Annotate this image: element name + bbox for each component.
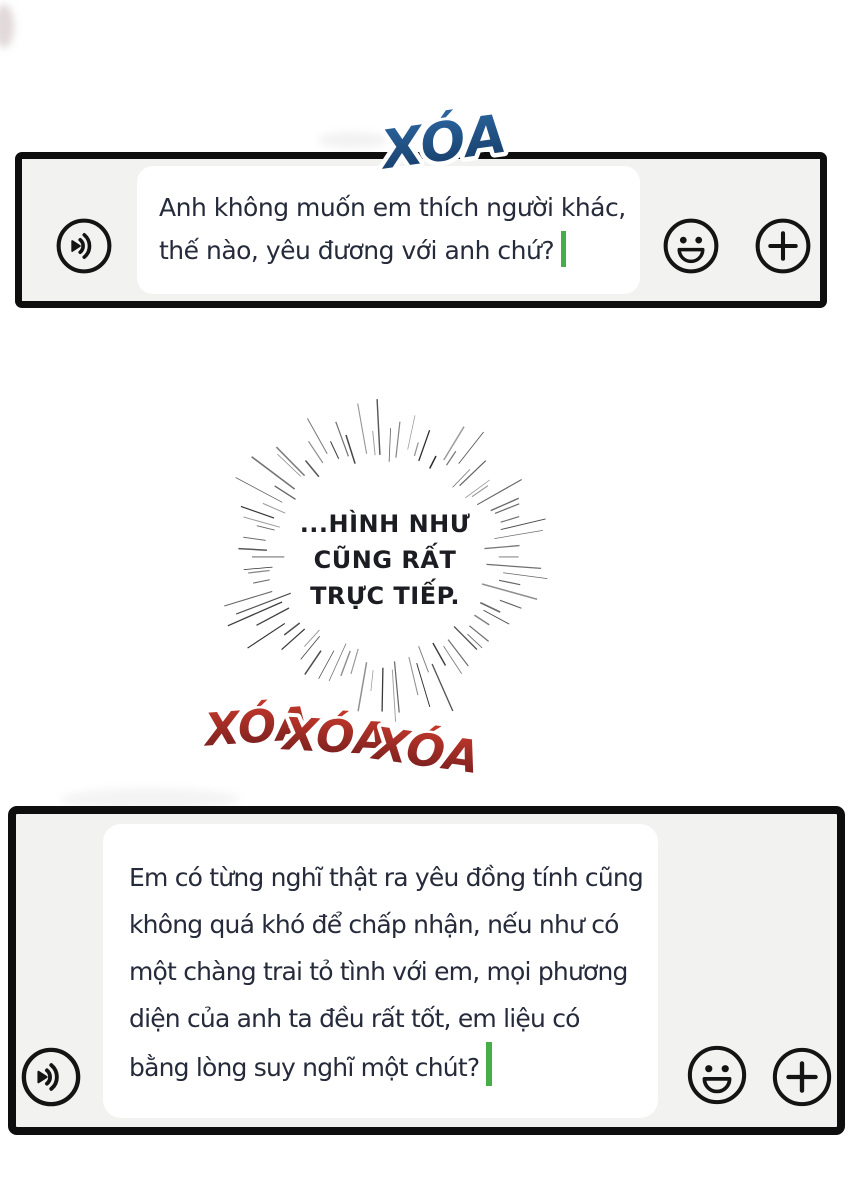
text-cursor bbox=[486, 1042, 492, 1086]
voice-message-icon bbox=[55, 217, 113, 275]
delete-stamp-red-label: XÓA bbox=[203, 696, 313, 757]
voice-message-icon bbox=[20, 1046, 82, 1108]
ink-smudge bbox=[0, 4, 14, 48]
bottom-input-bar bbox=[8, 806, 845, 1135]
burst-text-line: TRỰC TIẾP. bbox=[310, 582, 460, 610]
delete-stamp-red-label: XÓA bbox=[281, 707, 391, 766]
smiley-face-icon bbox=[662, 217, 720, 275]
message-input-field[interactable] bbox=[103, 824, 658, 1118]
message-text-line: Em có từng nghĩ thật ra yêu đồng tính cũng bbox=[129, 863, 643, 892]
plus-icon bbox=[771, 1046, 833, 1108]
voice-message-button[interactable] bbox=[55, 217, 113, 275]
delete-stamp-blue-label: XÓA bbox=[377, 103, 511, 182]
thought-burst bbox=[255, 506, 515, 614]
add-attachment-button[interactable] bbox=[754, 217, 812, 275]
delete-stamp-red-3 bbox=[350, 712, 506, 804]
smiley-face-icon bbox=[686, 1044, 748, 1106]
add-attachment-button[interactable] bbox=[771, 1046, 833, 1108]
delete-stamp-blue bbox=[346, 94, 542, 190]
emoji-button[interactable] bbox=[662, 217, 720, 275]
message-text-line: một chàng trai tỏ tình với em, mọi phương bbox=[129, 957, 628, 986]
text-cursor bbox=[561, 231, 566, 267]
burst-text-line: CŨNG RẤT bbox=[313, 546, 457, 574]
plus-icon bbox=[754, 217, 812, 275]
message-text-line: thế nào, yêu đương với anh chứ? bbox=[159, 229, 640, 272]
burst-text-line: ...HÌNH NHƯ bbox=[299, 510, 471, 538]
emoji-button[interactable] bbox=[686, 1044, 748, 1106]
message-text-line: diện của anh ta đều rất tốt, em liệu có bbox=[129, 1004, 580, 1033]
message-text-line: Anh không muốn em thích người khác, bbox=[159, 193, 626, 222]
delete-stamp-red-label: XÓA bbox=[370, 716, 483, 785]
message-text-line: không quá khó để chấp nhận, nếu như có bbox=[129, 910, 619, 939]
message-text-line: bằng lòng suy nghĩ một chút? bbox=[129, 1042, 658, 1091]
voice-message-button[interactable] bbox=[20, 1046, 82, 1108]
